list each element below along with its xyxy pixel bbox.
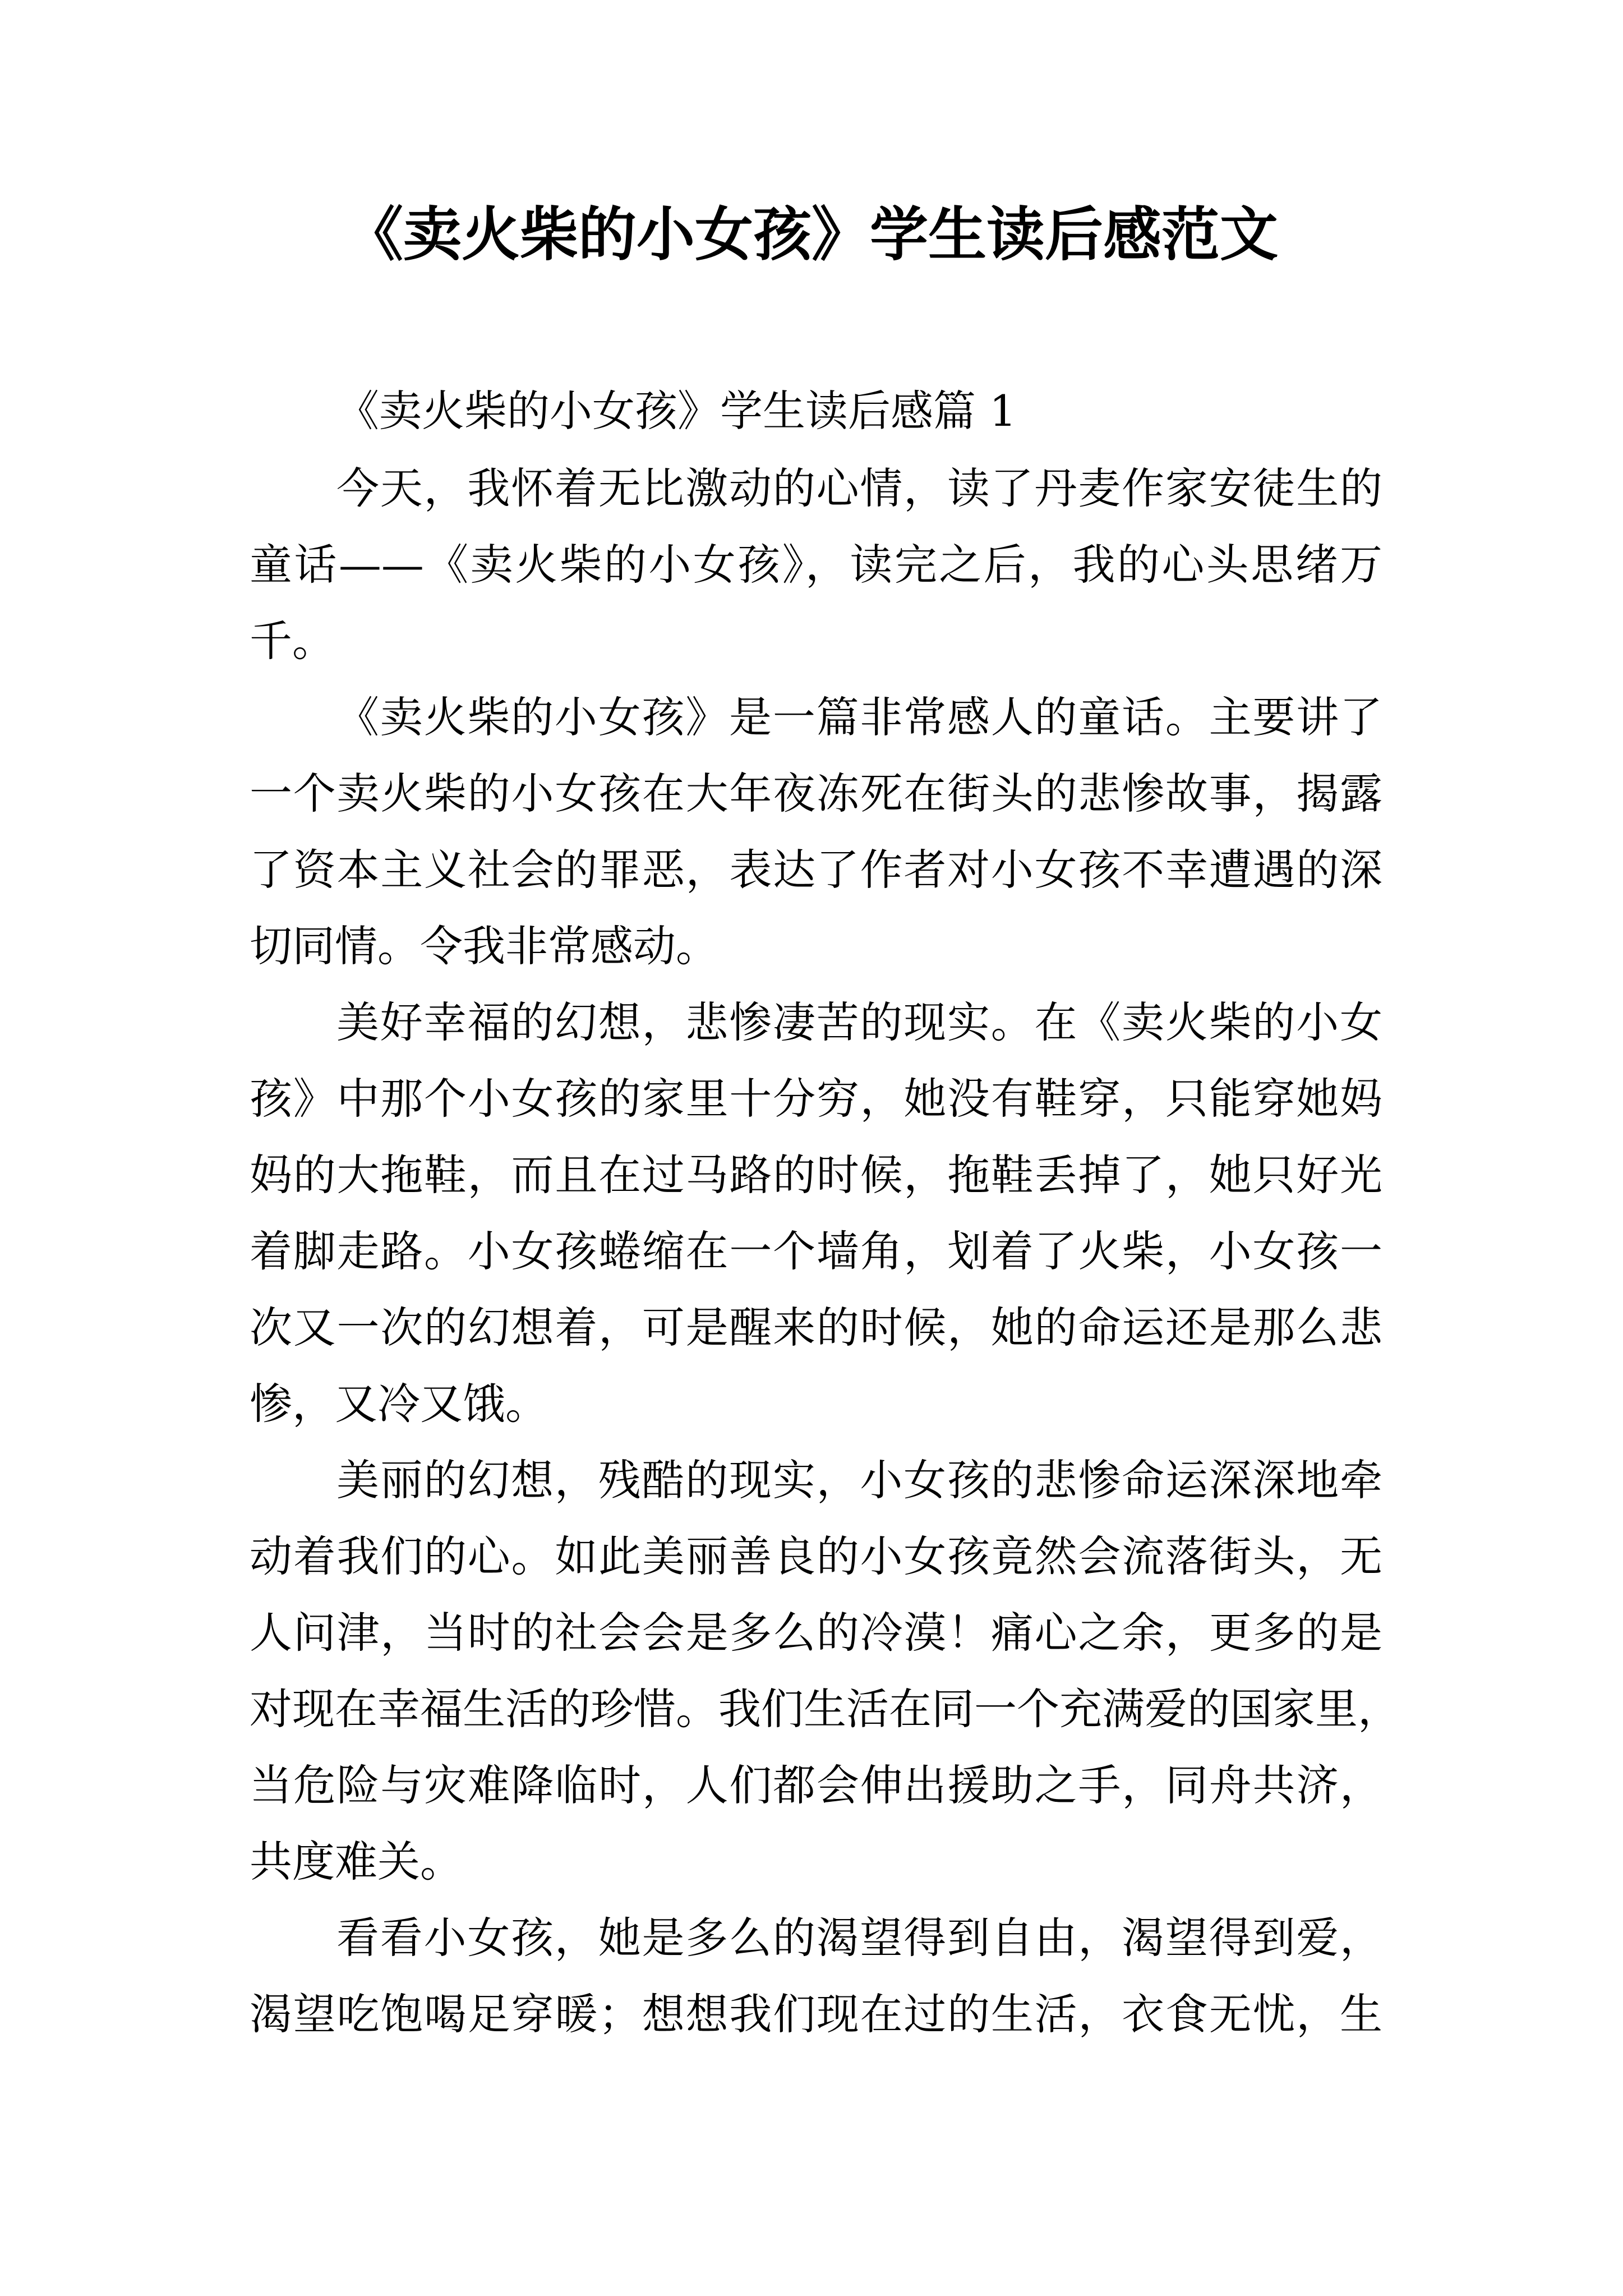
text-line: 千。: [250, 616, 335, 666]
text-line: 一个卖火柴的小女孩在大年夜冻死在街头的悲惨故事，揭露: [250, 769, 1382, 818]
text-line: 了资本主义社会的罪恶，表达了作者对小女孩不幸遭遇的深: [250, 845, 1382, 895]
text-line: 美丽的幻想，残酷的现实，小女孩的悲惨命运深深地牵: [336, 1455, 1382, 1505]
text-line: 孩》中那个小女孩的家里十分穷，她没有鞋穿，只能穿她妈: [250, 1074, 1382, 1124]
text-line: 妈的大拖鞋，而且在过马路的时候，拖鞋丢掉了，她只好光: [250, 1150, 1382, 1200]
text-line: 童话——《卖火柴的小女孩》，读完之后，我的心头思绪万: [250, 540, 1382, 590]
text-line: 着脚走路。小女孩蜷缩在一个墙角，划着了火柴，小女孩一: [250, 1226, 1382, 1276]
document-title: 《卖火柴的小女孩》学生读后感范文: [344, 200, 1278, 269]
section-heading: 《卖火柴的小女孩》学生读后感篇 1: [336, 386, 1017, 436]
text-line: 美好幸福的幻想，悲惨凄苦的现实。在《卖火柴的小女: [336, 997, 1382, 1047]
text-line: 今天，我怀着无比激动的心情，读了丹麦作家安徒生的: [336, 463, 1382, 513]
text-line: 看看小女孩，她是多么的渴望得到自由，渴望得到爱，: [336, 1913, 1382, 1963]
text-line: 渴望吃饱喝足穿暖；想想我们现在过的生活，衣食无忧，生: [250, 1989, 1382, 2039]
text-line: 切同情。令我非常感动。: [250, 921, 718, 971]
text-line: 当危险与灾难降临时，人们都会伸出援助之手，同舟共济，: [250, 1760, 1382, 1810]
text-line: 共度难关。: [250, 1837, 463, 1887]
text-line: 对现在幸福生活的珍惜。我们生活在同一个充满爱的国家里，: [250, 1684, 1400, 1734]
text-line: 惨，又冷又饿。: [250, 1379, 548, 1429]
text-line: 人问津，当时的社会会是多么的冷漠！痛心之余，更多的是: [250, 1608, 1382, 1658]
text-line: 动着我们的心。如此美丽善良的小女孩竟然会流落街头，无: [250, 1531, 1382, 1581]
text-line: 次又一次的幻想着，可是醒来的时候，她的命运还是那么悲: [250, 1303, 1382, 1352]
text-line: 《卖火柴的小女孩》是一篇非常感人的童话。主要讲了: [336, 692, 1382, 742]
